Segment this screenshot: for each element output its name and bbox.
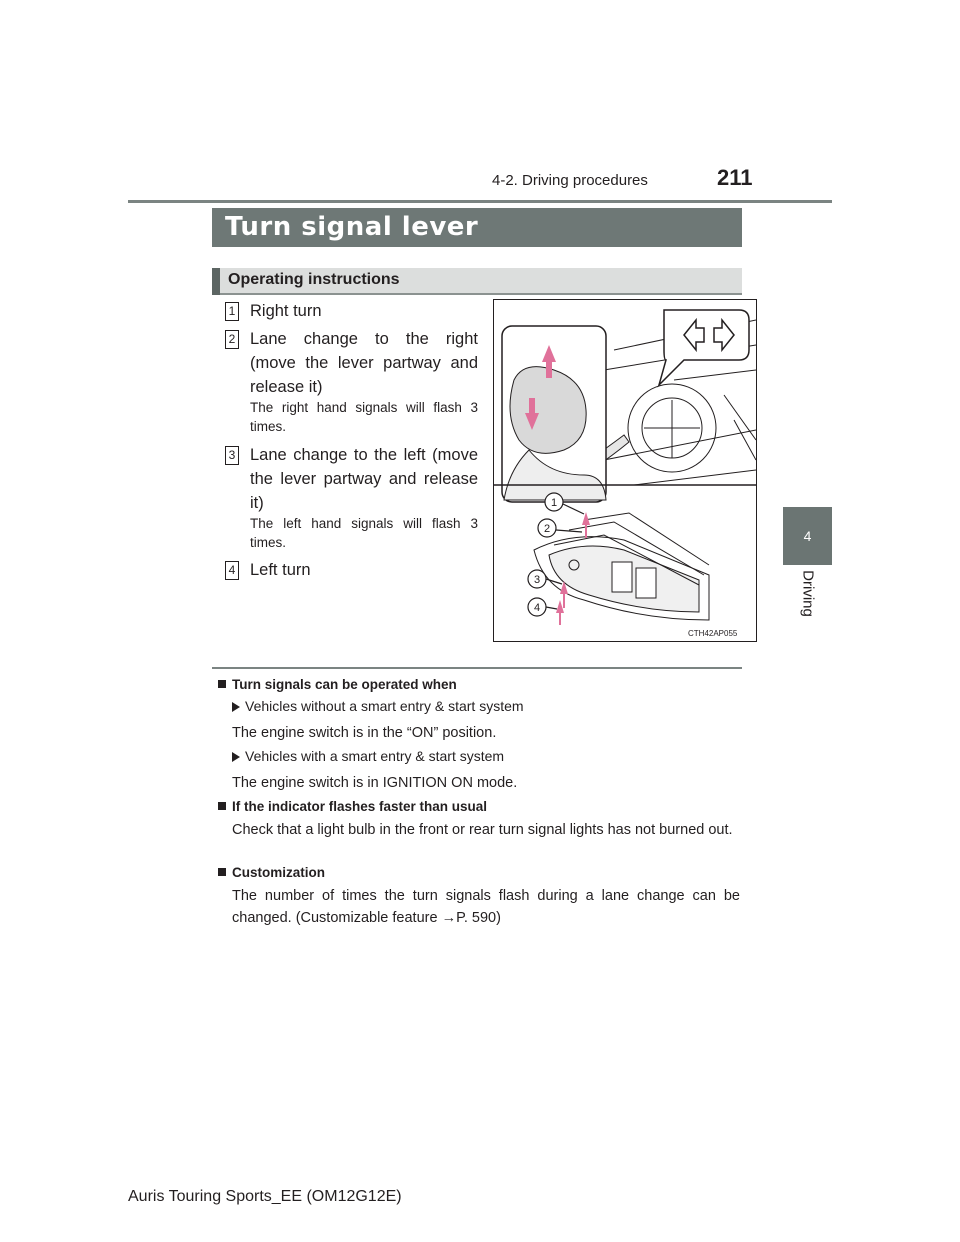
turn-arrows-icon xyxy=(659,310,749,385)
note-2-text: Check that a light bulb in the front or rear turn signal lights has not burned out. xyxy=(232,822,733,838)
chapter-tab-label: Driving xyxy=(799,570,817,617)
page-title: Turn signal lever xyxy=(225,212,479,242)
step-1-text: Right turn xyxy=(250,302,322,320)
step-1-number: 1 xyxy=(225,302,239,321)
square-bullet-icon xyxy=(218,680,226,688)
note-3-text: The number of times the turn signals flash during a lane change can be changed. (Customizable feature →P. 590) xyxy=(232,888,740,926)
triangle-bullet-icon xyxy=(232,752,240,762)
step-2-number: 2 xyxy=(225,330,239,349)
callout-3: 3 xyxy=(533,574,541,586)
note-1-heading: Turn signals can be operated when xyxy=(218,677,457,692)
triangle-bullet-icon xyxy=(232,702,240,712)
callout-2: 2 xyxy=(543,523,551,535)
step-2-note: The right hand signals will flash 3 times. xyxy=(250,400,478,434)
step-3-note: The left hand signals will flash 3 times. xyxy=(250,516,478,550)
hand-inset xyxy=(502,326,606,502)
page-number: 211 xyxy=(717,165,753,190)
manual-footer: Auris Touring Sports_EE (OM12G12E) xyxy=(128,1188,402,1205)
step-3-text: Lane change to the left (move the lever partway and release it) xyxy=(250,446,478,512)
note-1-item-2-label: Vehicles with a smart entry & start system xyxy=(232,748,504,764)
callout-1: 1 xyxy=(550,497,558,509)
notes-rule xyxy=(212,667,742,669)
callout-4: 4 xyxy=(533,602,541,614)
square-bullet-icon xyxy=(218,802,226,810)
note-1-item-1-text: The engine switch is in the “ON” position. xyxy=(232,725,497,741)
lever-drawing xyxy=(534,512,709,625)
note-3-heading: Customization xyxy=(218,865,325,880)
illustration-code: CTH42AP055 xyxy=(688,629,738,638)
step-4-number: 4 xyxy=(225,561,239,580)
step-4-text: Left turn xyxy=(250,561,311,579)
subheading: Operating instructions xyxy=(228,271,400,288)
chapter-tab[interactable]: 4 xyxy=(783,507,832,565)
note-1-item-2-text: The engine switch is in IGNITION ON mode. xyxy=(232,775,518,791)
note-2-heading: If the indicator flashes faster than usual xyxy=(218,799,487,814)
subheading-marker xyxy=(212,268,220,295)
square-bullet-icon xyxy=(218,868,226,876)
turn-signal-illustration xyxy=(493,299,757,642)
header-rule xyxy=(128,200,832,203)
step-2-text: Lane change to the right (move the lever partway and release it) xyxy=(250,330,478,396)
note-1-item-1-label: Vehicles without a smart entry & start system xyxy=(232,698,524,714)
section-header: 4-2. Driving procedures xyxy=(492,172,648,189)
step-3-number: 3 xyxy=(225,446,239,465)
